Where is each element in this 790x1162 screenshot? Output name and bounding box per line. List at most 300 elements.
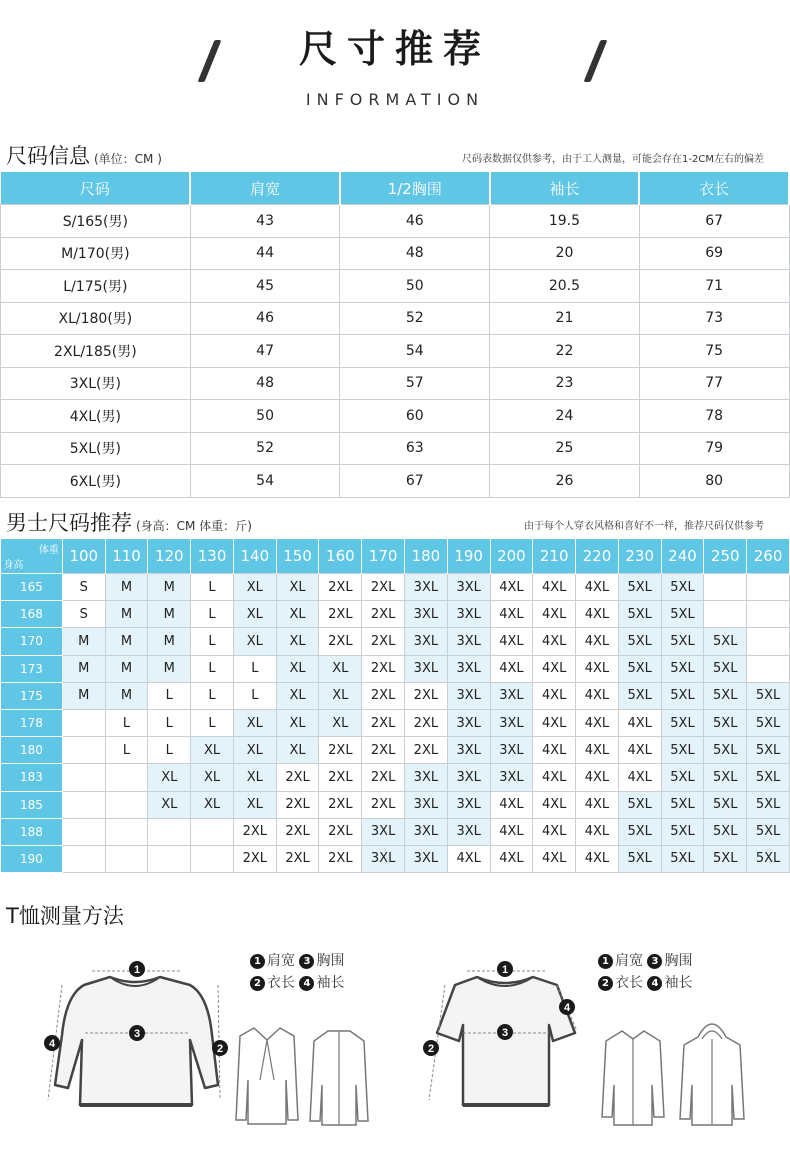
marker-icon: 2 (598, 976, 613, 991)
size-cell: 4XL (618, 737, 661, 764)
size-cell: XL (148, 764, 191, 791)
legend-label: 袖长 (664, 975, 693, 991)
page-title: 尺寸推荐 (298, 27, 491, 71)
size-cell: 4XL (490, 655, 533, 682)
measurement-cell: 25 (490, 432, 640, 465)
size-cell (105, 845, 148, 872)
size-cell: XL (319, 682, 362, 709)
measure-title: T恤测量方法 (6, 904, 124, 928)
height-row-header: 188 (1, 818, 63, 845)
size-info-col-header: 肩宽 (190, 172, 340, 205)
size-cell: 4XL (533, 682, 576, 709)
weight-col-header: 220 (576, 539, 619, 574)
size-cell (105, 791, 148, 818)
size-cell: XL (276, 628, 319, 655)
svg-text:1: 1 (133, 964, 141, 976)
size-cell: 4XL (490, 845, 533, 872)
table-row (1, 682, 790, 709)
legend-label: 肩宽 (615, 953, 643, 969)
measurement-cell: 57 (340, 367, 490, 400)
size-cell: 4XL (447, 845, 490, 872)
height-row-header: 180 (1, 737, 63, 764)
weight-col-header: 190 (447, 539, 490, 574)
measurement-cell: 19.5 (490, 205, 640, 238)
marker-4-icon (44, 1035, 60, 1051)
size-cell: M (148, 601, 191, 628)
size-cell: 3XL (405, 791, 448, 818)
size-cell: 5XL (618, 601, 661, 628)
table-row (1, 628, 790, 655)
measurement-cell: 69 (639, 237, 789, 270)
size-cell: M (148, 574, 191, 601)
measurement-cell: 47 (190, 335, 340, 368)
size-cell: 4XL (576, 655, 619, 682)
size-cell: L (148, 682, 191, 709)
size-cell: 5XL (661, 791, 704, 818)
size-cell: S (62, 601, 105, 628)
height-row-header: 185 (1, 791, 63, 818)
size-cell: 5XL (618, 574, 661, 601)
size-cell: 2XL (362, 791, 405, 818)
size-cell: 5XL (661, 709, 704, 736)
weight-col-header: 180 (405, 539, 448, 574)
table-row (1, 400, 790, 433)
size-cell: M (105, 601, 148, 628)
size-cell: 5XL (747, 737, 790, 764)
size-cell: XL (276, 682, 319, 709)
size-cell: M (62, 655, 105, 682)
size-cell: L (233, 682, 276, 709)
size-cell: 5XL (704, 682, 747, 709)
size-cell: 5XL (704, 628, 747, 655)
size-cell: L (191, 628, 234, 655)
marker-1-icon (129, 961, 145, 977)
size-cell: XL (276, 709, 319, 736)
size-cell: 5XL (618, 818, 661, 845)
measurement-cell: 77 (639, 367, 789, 400)
size-cell: XL (191, 764, 234, 791)
size-cell: 5XL (661, 574, 704, 601)
size-cell: L (191, 655, 234, 682)
size-cell: 5XL (747, 845, 790, 872)
size-cell: 4XL (533, 709, 576, 736)
marker-icon: 1 (598, 954, 613, 969)
size-cell: S (62, 574, 105, 601)
size-cell: 5XL (661, 601, 704, 628)
height-row-header: 178 (1, 709, 63, 736)
legend-left (250, 950, 344, 994)
size-cell (105, 818, 148, 845)
measurement-cell: 46 (340, 205, 490, 238)
table-row (1, 302, 790, 335)
size-cell: 2XL (405, 737, 448, 764)
size-cell: XL (233, 791, 276, 818)
size-cell: 4XL (533, 574, 576, 601)
measurement-cell: 48 (190, 367, 340, 400)
size-cell: 5XL (747, 818, 790, 845)
size-cell: 3XL (362, 845, 405, 872)
size-cell: M (105, 682, 148, 709)
size-cell: 2XL (405, 682, 448, 709)
size-cell: 4XL (576, 818, 619, 845)
size-label-cell: L/175(男) (1, 270, 191, 303)
size-cell: 2XL (319, 791, 362, 818)
size-cell: 2XL (362, 764, 405, 791)
size-label-cell: XL/180(男) (1, 302, 191, 335)
measurement-cell: 79 (639, 432, 789, 465)
size-cell: 3XL (405, 845, 448, 872)
weight-col-header: 120 (148, 539, 191, 574)
marker-icon: 4 (299, 976, 314, 991)
svg-text:4: 4 (48, 1038, 56, 1050)
size-cell (62, 845, 105, 872)
measurement-cell: 54 (190, 465, 340, 498)
table-row (1, 601, 790, 628)
measurement-cell: 78 (639, 400, 789, 433)
size-cell: M (105, 655, 148, 682)
size-cell: 3XL (490, 737, 533, 764)
size-cell: XL (276, 601, 319, 628)
size-cell: 4XL (576, 764, 619, 791)
size-cell: L (105, 737, 148, 764)
measurement-cell: 60 (340, 400, 490, 433)
height-row-header: 183 (1, 764, 63, 791)
weight-col-header: 170 (362, 539, 405, 574)
size-cell: 3XL (447, 764, 490, 791)
table-row (1, 709, 790, 736)
size-cell: 4XL (576, 737, 619, 764)
weight-col-header: 160 (319, 539, 362, 574)
size-cell: 2XL (233, 818, 276, 845)
table-row (1, 574, 790, 601)
size-cell: 4XL (533, 628, 576, 655)
size-cell (191, 818, 234, 845)
marker-icon: 2 (250, 976, 265, 991)
size-cell: 3XL (447, 682, 490, 709)
size-cell: 5XL (618, 845, 661, 872)
legend-label: 胸围 (664, 953, 693, 969)
size-cell: XL (233, 709, 276, 736)
size-cell (747, 655, 790, 682)
weight-col-header: 260 (747, 539, 790, 574)
marker-3-icon (497, 1024, 513, 1040)
size-cell: L (191, 601, 234, 628)
weight-col-header: 250 (704, 539, 747, 574)
recommend-note: 由于每个人穿衣风格和喜好不一样，推荐尺码仅供参考 (524, 521, 764, 532)
size-cell: 4XL (533, 818, 576, 845)
size-cell (747, 628, 790, 655)
size-cell: XL (233, 764, 276, 791)
size-cell: 3XL (405, 601, 448, 628)
size-cell: 5XL (618, 655, 661, 682)
size-cell: 4XL (576, 628, 619, 655)
height-row-header: 170 (1, 628, 63, 655)
weight-col-header: 210 (533, 539, 576, 574)
legend-label: 袖长 (316, 975, 345, 991)
size-cell: 2XL (362, 737, 405, 764)
legend-right (598, 950, 692, 994)
size-cell: 3XL (447, 709, 490, 736)
size-cell: 5XL (661, 655, 704, 682)
size-cell (747, 601, 790, 628)
size-cell: 3XL (447, 655, 490, 682)
size-recommend-table (0, 539, 790, 873)
size-cell: 2XL (319, 818, 362, 845)
size-cell: 2XL (362, 628, 405, 655)
size-label-cell: M/170(男) (1, 237, 191, 270)
corner-header (1, 539, 63, 574)
size-cell: 2XL (319, 574, 362, 601)
measurement-cell: 50 (340, 270, 490, 303)
measurement-cell: 21 (490, 302, 640, 335)
size-cell: 5XL (661, 764, 704, 791)
size-cell: L (148, 737, 191, 764)
size-cell: 5XL (661, 845, 704, 872)
size-cell: 2XL (276, 845, 319, 872)
size-cell: 5XL (704, 791, 747, 818)
size-cell: 2XL (319, 601, 362, 628)
size-cell: 3XL (405, 628, 448, 655)
size-cell (62, 791, 105, 818)
size-cell: 4XL (576, 709, 619, 736)
marker-4-icon (559, 999, 575, 1015)
size-cell: XL (276, 737, 319, 764)
size-cell: 4XL (490, 601, 533, 628)
size-cell: 4XL (490, 791, 533, 818)
size-label-cell: 3XL(男) (1, 367, 191, 400)
size-cell: M (148, 655, 191, 682)
size-cell: 5XL (661, 818, 704, 845)
size-cell: 2XL (362, 601, 405, 628)
size-cell: XL (276, 574, 319, 601)
legend-label: 衣长 (267, 975, 295, 991)
measurement-cell: 67 (340, 465, 490, 498)
size-cell: 5XL (704, 764, 747, 791)
size-info-unit: (单位：CM ) (94, 152, 162, 166)
size-cell: 5XL (661, 628, 704, 655)
height-row-header: 165 (1, 574, 63, 601)
recommend-heading (6, 507, 252, 537)
size-info-col-header: 1/2胸围 (340, 172, 490, 205)
size-cell: 3XL (490, 709, 533, 736)
size-cell: 3XL (447, 791, 490, 818)
size-cell: 2XL (362, 682, 405, 709)
size-cell: 4XL (490, 574, 533, 601)
size-cell: 3XL (447, 818, 490, 845)
size-label-cell: 2XL/185(男) (1, 335, 191, 368)
size-cell: XL (276, 655, 319, 682)
size-info-col-header: 衣长 (639, 172, 789, 205)
size-cell: 5XL (747, 682, 790, 709)
size-cell: M (148, 628, 191, 655)
measurement-cell: 54 (340, 335, 490, 368)
shirt-sketch-icon (598, 1025, 668, 1130)
table-row (1, 270, 790, 303)
size-cell: L (191, 574, 234, 601)
size-cell (62, 737, 105, 764)
height-row-header: 168 (1, 601, 63, 628)
size-cell: XL (233, 601, 276, 628)
size-cell: XL (319, 709, 362, 736)
height-axis-label: 身高 (3, 560, 24, 571)
measurement-cell: 46 (190, 302, 340, 335)
recommend-title: 男士尺码推荐 (6, 511, 132, 535)
size-cell (704, 574, 747, 601)
size-cell: 2XL (362, 574, 405, 601)
size-cell: 4XL (576, 601, 619, 628)
table-row (1, 818, 790, 845)
size-cell: 5XL (704, 655, 747, 682)
size-info-col-header: 尺码 (1, 172, 191, 205)
height-row-header: 190 (1, 845, 63, 872)
size-cell (148, 845, 191, 872)
size-cell: M (105, 574, 148, 601)
size-cell: 2XL (405, 709, 448, 736)
size-cell: 4XL (533, 601, 576, 628)
size-cell: L (148, 709, 191, 736)
size-cell: 4XL (576, 845, 619, 872)
measurement-cell: 71 (639, 270, 789, 303)
table-row (1, 655, 790, 682)
size-cell: 4XL (618, 764, 661, 791)
size-cell: 4XL (618, 709, 661, 736)
size-cell: 3XL (405, 655, 448, 682)
size-cell: 3XL (490, 764, 533, 791)
size-cell (148, 818, 191, 845)
size-cell: 3XL (447, 601, 490, 628)
size-cell: 2XL (319, 764, 362, 791)
weight-col-header: 230 (618, 539, 661, 574)
measurement-cell: 73 (639, 302, 789, 335)
weight-col-header: 130 (191, 539, 234, 574)
weight-axis-label: 体重 (38, 545, 59, 556)
size-cell: 2XL (362, 655, 405, 682)
marker-1-icon (497, 961, 513, 977)
size-info-heading (6, 140, 162, 170)
marker-icon: 3 (647, 954, 662, 969)
table-row (1, 335, 790, 368)
weight-col-header: 240 (661, 539, 704, 574)
weight-col-header: 140 (233, 539, 276, 574)
marker-2-icon (423, 1040, 439, 1056)
legend-label: 胸围 (316, 953, 345, 969)
page-header (0, 0, 790, 120)
table-row (1, 845, 790, 872)
size-cell: L (233, 655, 276, 682)
size-cell: 5XL (704, 845, 747, 872)
size-cell: L (105, 709, 148, 736)
table-row (1, 367, 790, 400)
size-cell: 2XL (276, 791, 319, 818)
long-sleeve-shirt-illustration (40, 955, 235, 1125)
table-row (1, 791, 790, 818)
hoodie-sketch-icon (676, 1015, 748, 1130)
measurement-cell: 80 (639, 465, 789, 498)
recommend-unit: (身高：CM 体重：斤) (136, 519, 252, 533)
size-cell: 3XL (405, 818, 448, 845)
size-cell (62, 818, 105, 845)
size-info-title: 尺码信息 (6, 144, 90, 168)
measurement-cell: 20.5 (490, 270, 640, 303)
size-cell: 4XL (533, 845, 576, 872)
size-label-cell: 4XL(男) (1, 400, 191, 433)
blazer-sketch-icon (232, 1020, 302, 1130)
jacket-sketch-icon (308, 1025, 370, 1130)
size-cell: L (191, 682, 234, 709)
table-row (1, 465, 790, 498)
marker-icon: 4 (647, 976, 662, 991)
size-cell: 2XL (276, 818, 319, 845)
size-cell: 2XL (276, 764, 319, 791)
size-cell: 2XL (319, 845, 362, 872)
size-cell: 4XL (576, 791, 619, 818)
size-label-cell: S/165(男) (1, 205, 191, 238)
measurement-cell: 43 (190, 205, 340, 238)
weight-col-header: 200 (490, 539, 533, 574)
size-cell: 4XL (490, 818, 533, 845)
svg-text:2: 2 (216, 1043, 224, 1055)
size-cell: 5XL (618, 682, 661, 709)
svg-text:1: 1 (501, 964, 509, 976)
legend-label: 衣长 (615, 975, 643, 991)
size-cell (105, 764, 148, 791)
page-subtitle: INFORMATION (305, 90, 485, 109)
svg-text:4: 4 (563, 1002, 571, 1014)
size-cell: 3XL (490, 682, 533, 709)
measurement-cell: 48 (340, 237, 490, 270)
legend-label: 肩宽 (267, 953, 295, 969)
size-cell: 4XL (533, 655, 576, 682)
marker-icon: 1 (250, 954, 265, 969)
table-row (1, 205, 790, 238)
measurement-cell: 23 (490, 367, 640, 400)
measurement-cell: 22 (490, 335, 640, 368)
size-cell: 4XL (490, 628, 533, 655)
size-cell: XL (148, 791, 191, 818)
marker-3-icon (129, 1025, 145, 1041)
weight-col-header: 100 (62, 539, 105, 574)
size-cell: 4XL (533, 737, 576, 764)
measurement-cell: 52 (340, 302, 490, 335)
tshirt-illustration (415, 955, 600, 1125)
measurement-cell: 26 (490, 465, 640, 498)
size-cell (62, 764, 105, 791)
size-cell: XL (191, 791, 234, 818)
size-cell: 5XL (704, 818, 747, 845)
size-cell: L (191, 709, 234, 736)
size-cell: 5XL (747, 709, 790, 736)
weight-col-header: 150 (276, 539, 319, 574)
size-cell: 5XL (661, 737, 704, 764)
size-cell: 5XL (618, 791, 661, 818)
measurement-cell: 63 (340, 432, 490, 465)
size-cell: 5XL (704, 709, 747, 736)
size-cell: 5XL (661, 682, 704, 709)
size-cell: 5XL (747, 791, 790, 818)
size-cell: 5XL (704, 737, 747, 764)
size-cell: 4XL (576, 682, 619, 709)
size-label-cell: 6XL(男) (1, 465, 191, 498)
size-cell: 5XL (747, 764, 790, 791)
measurement-cell: 67 (639, 205, 789, 238)
height-row-header: 175 (1, 682, 63, 709)
table-row (1, 737, 790, 764)
size-cell: 3XL (447, 574, 490, 601)
size-info-note: 尺码表数据仅供参考，由于工人测量，可能会存在1-2CM左右的偏差 (462, 154, 764, 165)
size-cell: 3XL (447, 737, 490, 764)
size-cell: 4XL (533, 764, 576, 791)
size-cell: 2XL (362, 709, 405, 736)
